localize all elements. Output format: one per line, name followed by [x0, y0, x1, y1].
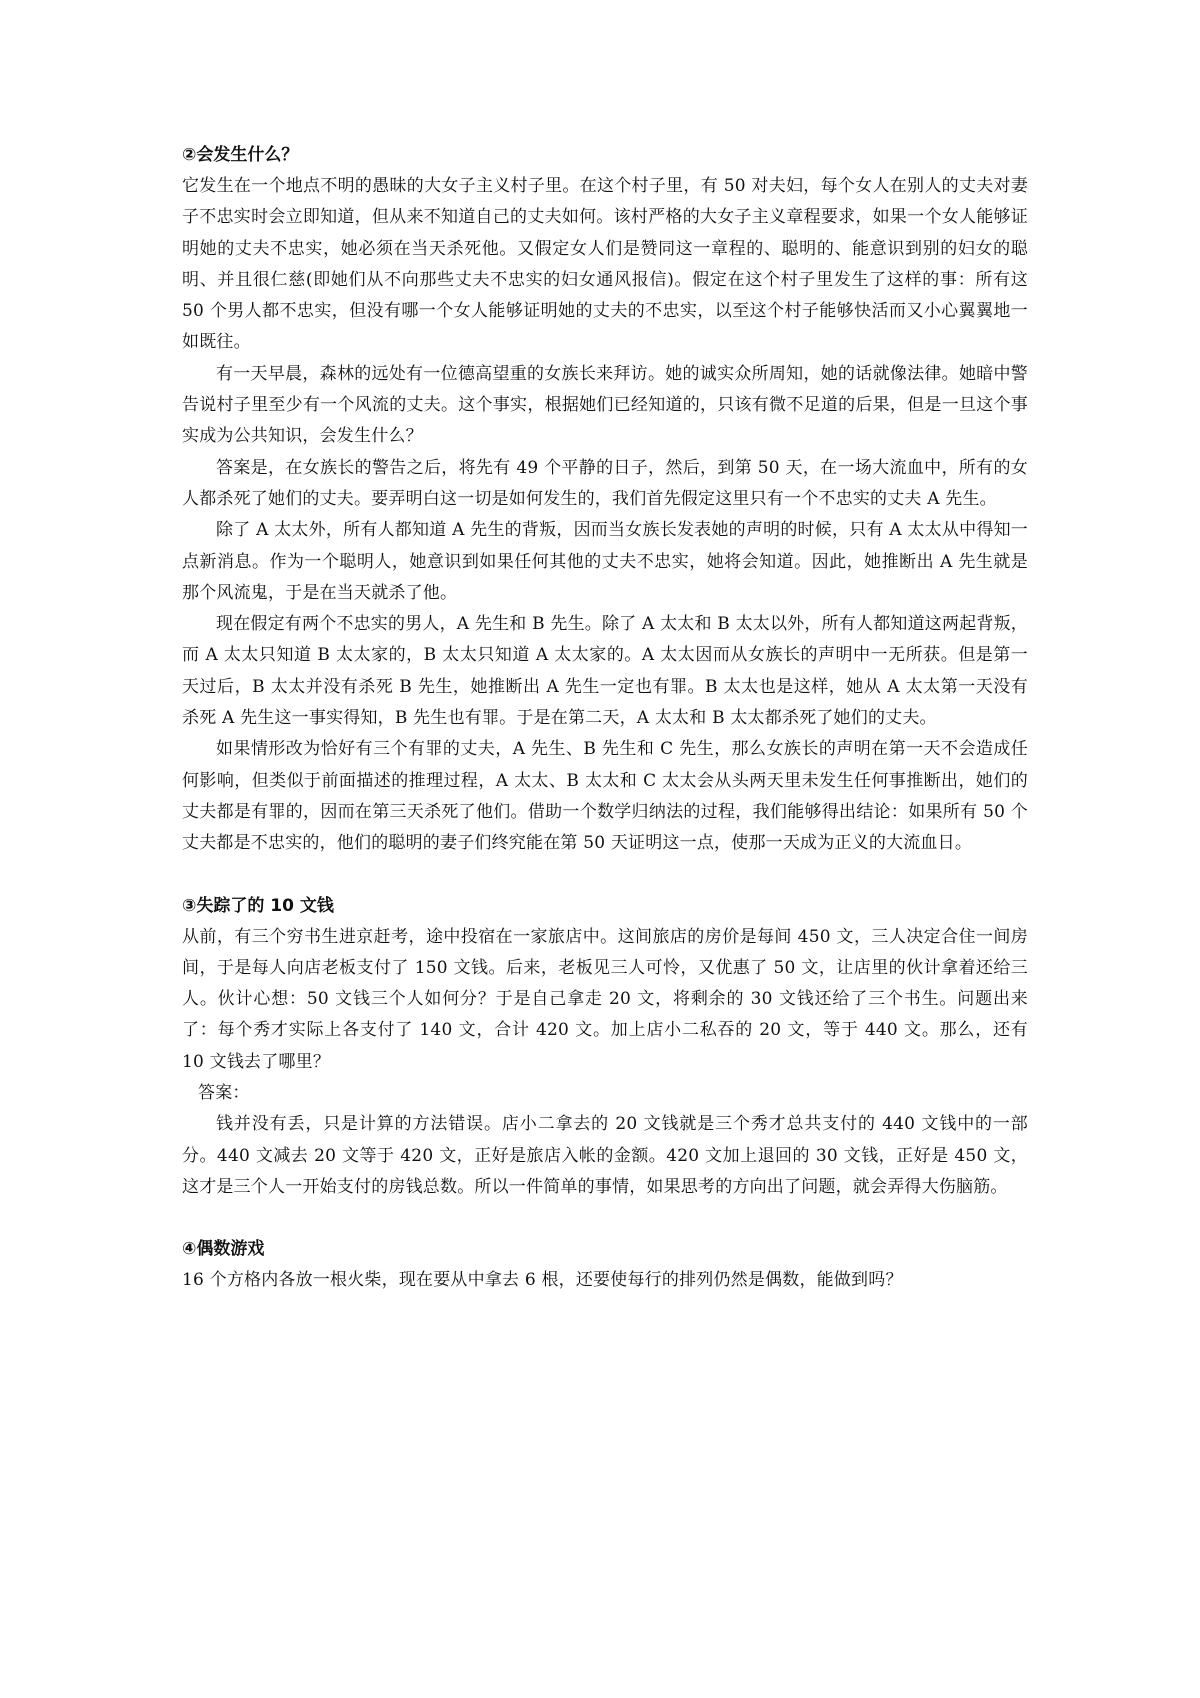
- paragraph: 有一天早晨，森林的远处有一位德高望重的女族长来拜访。她的诚实众所周知，她的话就像法律。她暗中警告说村子里至少有一个风流的丈夫。这个事实，根据她们已经知道的，只该有微不足道的后果，但是一旦这个事实成为公共知识，会发生什么？: [182, 363, 1028, 447]
- paragraph: 答案是，在女族长的警告之后，将先有 49 个平静的日子，然后，到第 50 天，在一场大流血中，所有的女人都杀死了她们的丈夫。要弄明白这一切是如何发生的，我们首先假定这里只有一个不忠实的丈夫 A 先生。: [182, 457, 1028, 509]
- paragraph: 16 个方格内各放一根火柴，现在要从中拿去 6 根，还要使每行的排列仍然是偶数，能做到吗？: [182, 1270, 903, 1291]
- paragraph: 从前，有三个穷书生进京赶考，途中投宿在一家旅店中。这间旅店的房价是每间 450 文，三人决定合住一间房间，于是每人向店老板支付了 150 文钱。后来，老板见三人可怜，又优惠了 50 文，让店里的伙计拿着还给三人。伙计心想：50 文钱三个人如何分？于是自己拿走 20 文，将剩余的 30 文钱还给了三个书生。问题出来了：每个秀才实际上各支付了 140 文，合计 420 文。加上店小二私吞的 20 文，等于 440 文。那么，还有 10 文钱去了哪里？: [182, 926, 1028, 1072]
- document-page: [182, 140, 1028, 1297]
- section-heading: ②会发生什么？: [182, 145, 299, 165]
- paragraph: 如果情形改为恰好有三个有罪的丈夫，A 先生、B 先生和 C 先生，那么女族长的声明在第一天不会造成任何影响，但类似于前面描述的推理过程，A 太太、B 太太和 C 太太会从头两天里未发生任何事推断出，她们的丈夫都是有罪的，因而在第三天杀死了他们。借助一个数学归纳法的过程，我们能够得出结论：如果所有 50 个丈夫都是不忠实的，他们的聪明的妻子们终究能在第 50 天证明这一点，使那一天成为正义的大流血日。: [182, 739, 1028, 854]
- paragraph: 除了 A 太太外，所有人都知道 A 先生的背叛，因而当女族长发表她的声明的时候，只有 A 太太从中得知一点新消息。作为一个聪明人，她意识到如果任何其他的丈夫不忠实，她将会知道。因此，她推断出 A 先生就是那个风流鬼，于是在当天就杀了他。: [182, 520, 1028, 603]
- section-what-will-happen: [182, 140, 1028, 860]
- section-spacer: [182, 860, 1028, 891]
- paragraph: 钱并没有丢，只是计算的方法错误。店小二拿去的 20 文钱就是三个秀才总共支付的 440 文钱中的一部分。440 文减去 20 文等于 420 文，正好是旅店入帐的金额。420 文加上退回的 30 文钱，正好是 450 文，这才是三个人一开始支付的房钱总数。所以一件简单的事情，如果思考的方向出了问题，就会弄得大伤脑筋。: [182, 1114, 1028, 1197]
- answer-label: 答案：: [198, 1083, 250, 1104]
- paragraph: 现在假定有两个不忠实的男人，A 先生和 B 先生。除了 A 太太和 B 太太以外，所有人都知道这两起背叛，而 A 太太只知道 B 太太家的，B 太太只知道 A 太太家的。A 太太因而从女族长的声明中一无所获。但是第一天过后，B 太太并没有杀死 B 先生，她推断出 A 先生一定也有罪。B 太太也是这样，她从 A 太太第一天没有杀死 A 先生这一事实得知，B 先生也有罪。于是在第二天，A 太太和 B 太太都杀死了她们的丈夫。: [182, 614, 1028, 729]
- section-missing-coins: [182, 891, 1028, 1204]
- section-even-number-game: [182, 1234, 1028, 1296]
- section-spacer: [182, 1203, 1028, 1234]
- paragraph: 它发生在一个地点不明的愚昧的大女子主义村子里。在这个村子里，有 50 对夫妇，每个女人在别人的丈夫对妻子不忠实时会立即知道，但从来不知道自己的丈夫如何。该村严格的大女子主义章程要求，如果一个女人能够证明她的丈夫不忠实，她必须在当天杀死他。又假定女人们是赞同这一章程的、聪明的、能意识到别的妇女的聪明、并且很仁慈(即她们从不向那些丈夫不忠实的妇女通风报信)。假定在这个村子里发生了这样的事：所有这 50 个男人都不忠实，但没有哪一个女人能够证明她的丈夫的不忠实，以至这个村子能够快活而又小心翼翼地一如既往。: [182, 176, 1028, 353]
- section-heading: ④偶数游戏: [182, 1239, 265, 1260]
- section-heading: ③失踪了的 10 文钱: [182, 895, 334, 916]
